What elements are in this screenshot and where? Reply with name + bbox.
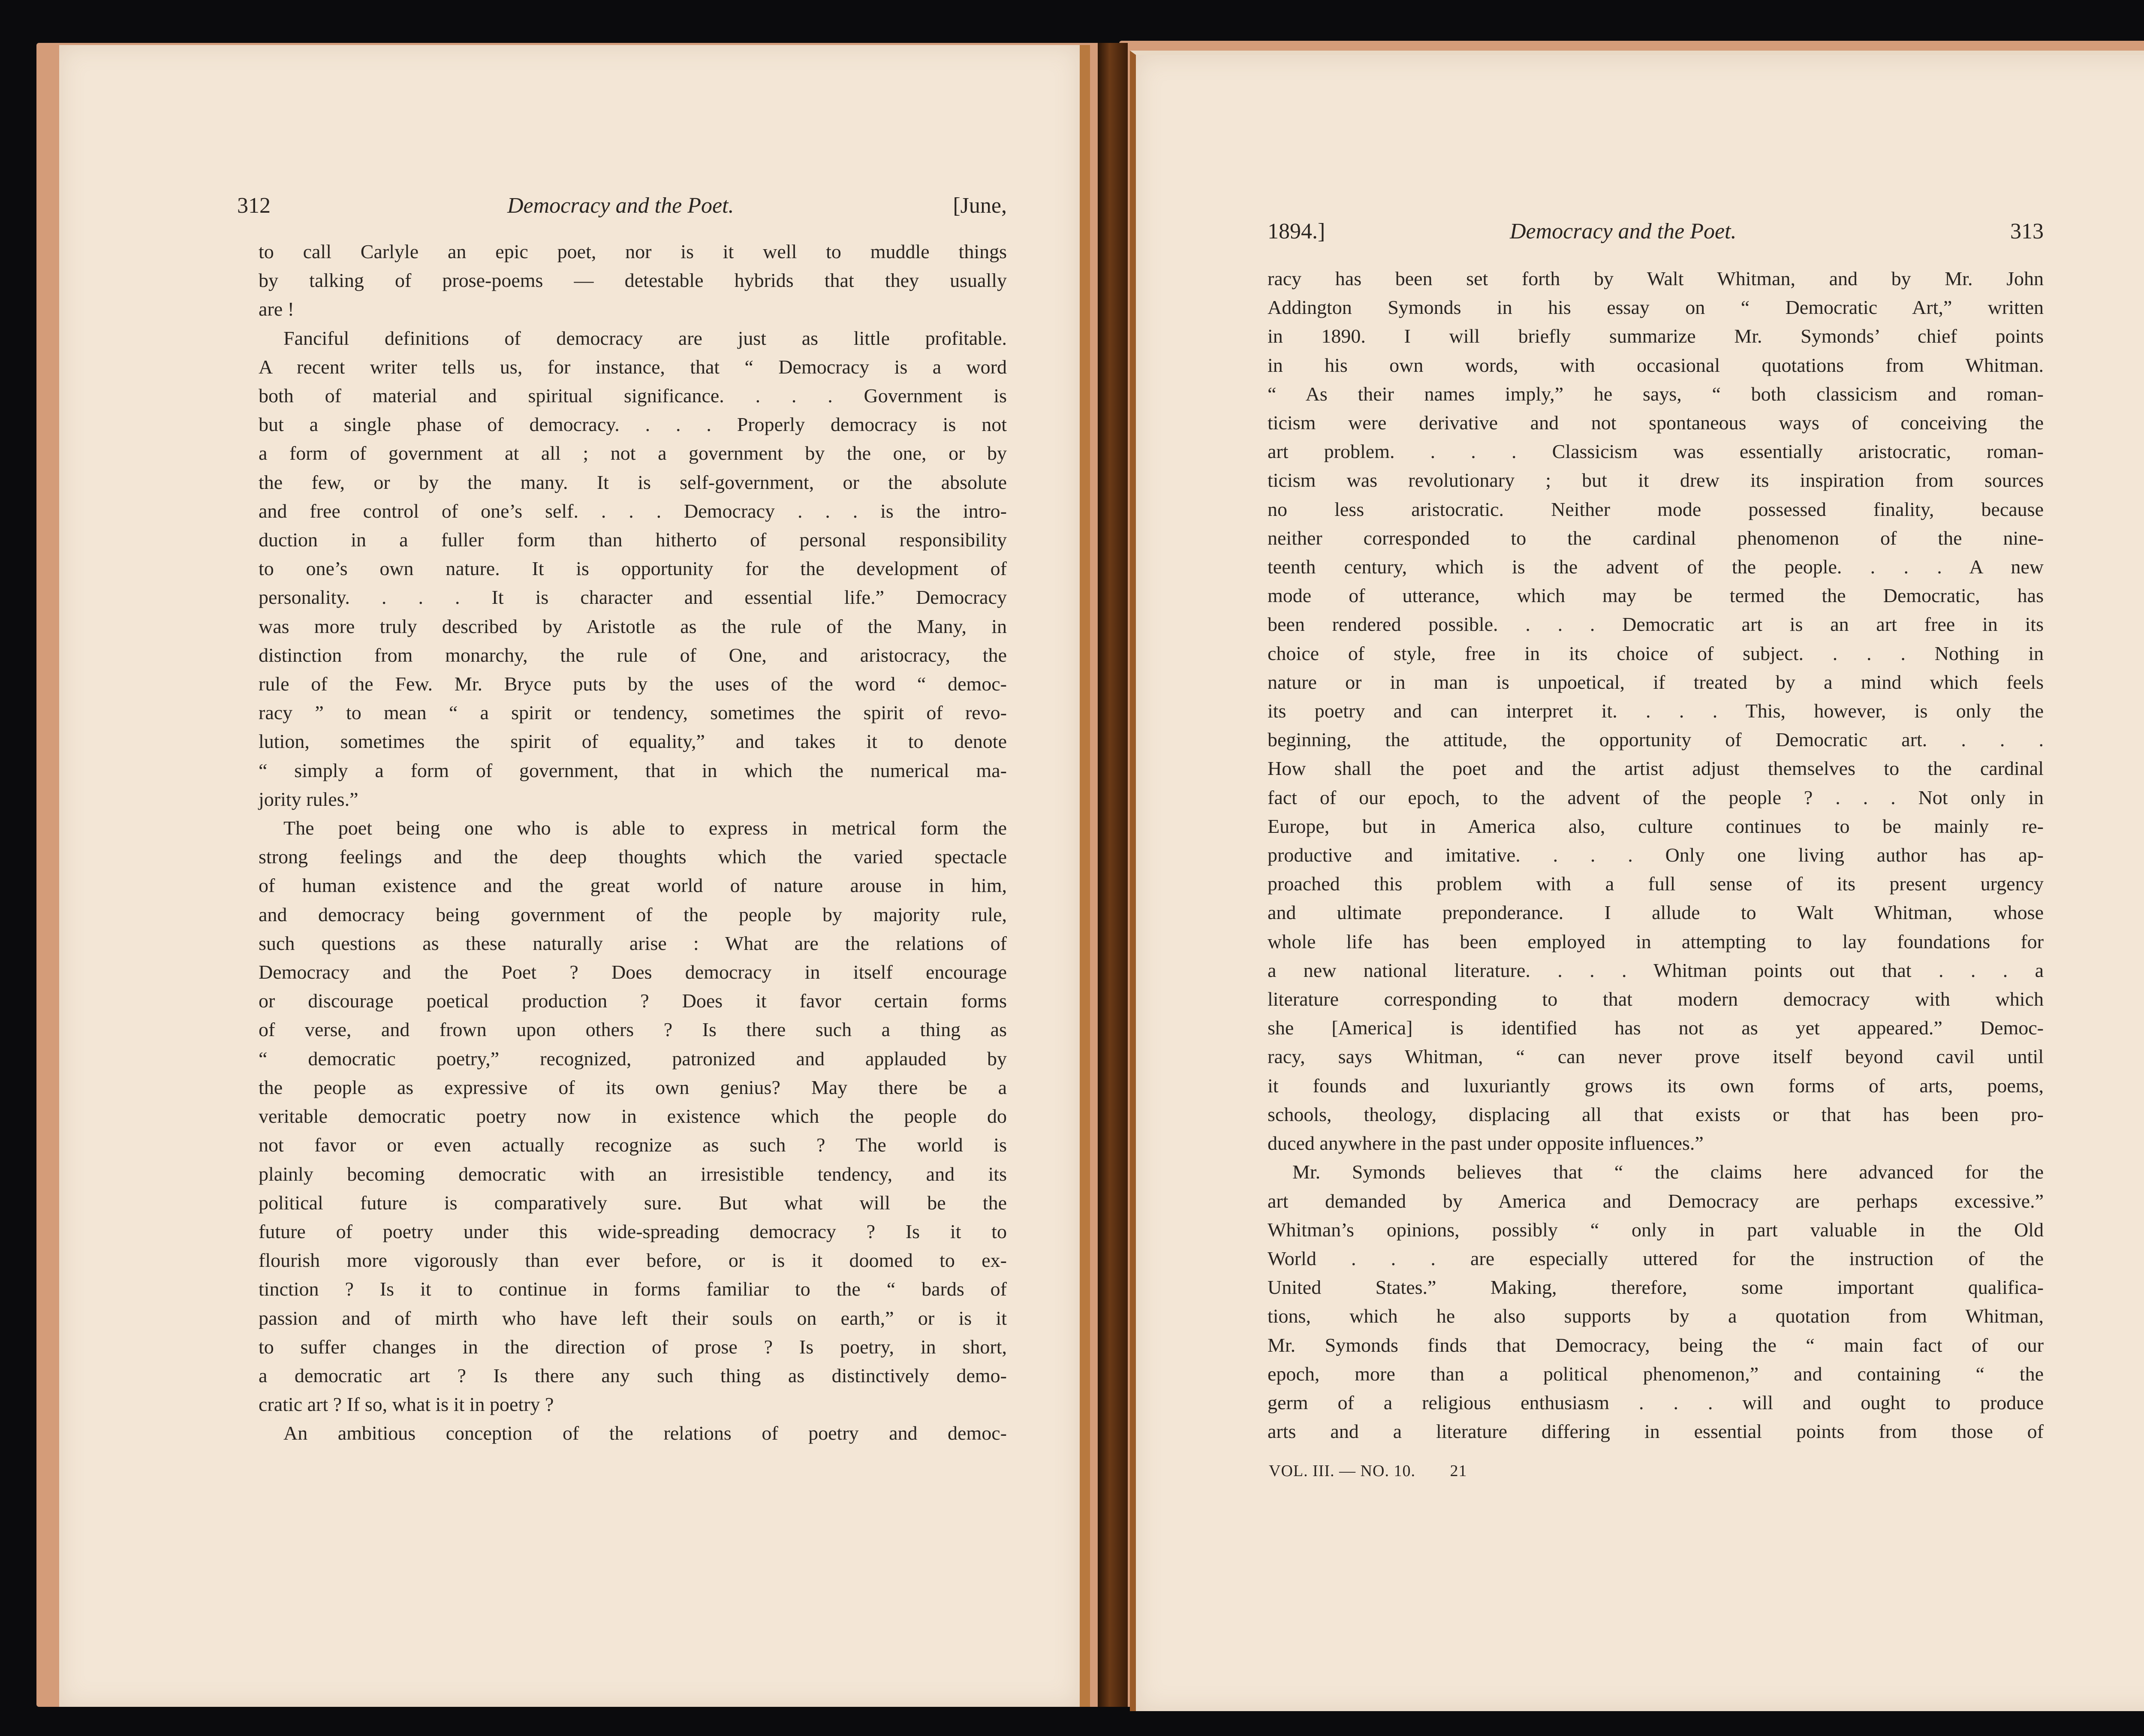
text-line: The poet being one who is able to express in metrical form the	[283, 817, 1007, 839]
text-line: tions, which he also supports by a quotation from Whitman,	[1268, 1305, 2044, 1327]
text-line: nature or in man is unpoetical, if treated by a mind which feels	[1268, 671, 2044, 693]
text-line: political future is comparatively sure. But what will be the	[259, 1191, 1007, 1214]
text-line: Mr. Symonds finds that Democracy, being the “ main fact of our	[1268, 1334, 2044, 1356]
text-line: ticism were derivative and not spontaneous ways of conceiving the	[1268, 412, 2044, 434]
text-line: fact of our epoch, to the advent of the people ? . . . Not only in	[1268, 786, 2044, 808]
text-line: a new national literature. . . . Whitman points out that . . . a	[1268, 959, 2044, 981]
text-line: a form of government at all ; not a government by the one, or by	[259, 442, 1007, 464]
text-line: An ambitious conception of the relations of poetry and democ-	[283, 1422, 1007, 1444]
text-line: “ democratic poetry,” recognized, patronized and applauded by	[259, 1047, 1007, 1070]
text-line: “ simply a form of government, that in which the numerical ma-	[259, 759, 1007, 781]
book-gutter	[1098, 43, 1128, 1707]
page-number: 313	[2010, 219, 2044, 244]
text-line: to suffer changes in the direction of prose ? Is poetry, in short,	[259, 1335, 1007, 1358]
text-line: cratic art ? If so, what is it in poetry ?	[259, 1393, 554, 1416]
text-line: to one’s own nature. It is opportunity for the development of	[259, 558, 1007, 580]
text-line: How shall the poet and the artist adjust themselves to the cardinal	[1268, 757, 2044, 780]
text-line: its poetry and can interpret it. . . . This, however, is only the	[1268, 700, 2044, 722]
text-line: productive and imitative. . . . Only one living author has ap-	[1268, 844, 2044, 866]
right-page-header	[1268, 219, 2044, 249]
text-line: it founds and luxuriantly grows its own forms of arts, poems,	[1268, 1074, 2044, 1097]
date-mark: 1894.]	[1268, 219, 1325, 244]
text-line: and democracy being government of the people by majority rule,	[259, 903, 1007, 925]
text-line: no less aristocratic. Neither mode possessed finality, because	[1268, 498, 2044, 520]
text-line: flourish more vigorously than ever before, or is it doomed to ex-	[259, 1249, 1007, 1272]
left-page	[59, 45, 1090, 1707]
text-line: and free control of one’s self. . . . Democracy . . . is the intro-	[259, 500, 1007, 522]
text-line: art demanded by America and Democracy are perhaps excessive.”	[1268, 1190, 2044, 1212]
text-line: both of material and spiritual significance. . . . Government is	[259, 385, 1007, 407]
text-line: rule of the Few. Mr. Bryce puts by the uses of the word “ democ-	[259, 673, 1007, 695]
text-line: ticism was revolutionary ; but it drew its inspiration from sources	[1268, 469, 2044, 491]
text-line: jority rules.”	[259, 788, 358, 810]
text-line: tinction ? Is it to continue in forms familiar to the “ bards of	[259, 1278, 1007, 1300]
text-line: future of poetry under this wide-spreading democracy ? Is it to	[259, 1220, 1007, 1242]
text-line: of verse, and frown upon others ? Is there such a thing as	[259, 1019, 1007, 1041]
text-line: the people as expressive of its own genius? May there be a	[259, 1076, 1007, 1098]
text-line: plainly becoming democratic with an irresistible tendency, and its	[259, 1163, 1007, 1185]
text-line: Addington Symonds in his essay on “ Democratic Art,” written	[1268, 296, 2044, 319]
text-line: Democracy and the Poet ? Does democracy in itself encourage	[259, 961, 1007, 983]
text-line: literature corresponding to that modern democracy with which	[1268, 988, 2044, 1010]
text-line: racy has been set forth by Walt Whitman, and by Mr. John	[1268, 268, 2044, 289]
page-number: 312	[237, 193, 271, 218]
text-line: Whitman’s opinions, possibly “ only in part valuable in the Old	[1268, 1218, 2044, 1241]
text-line: veritable democratic poetry now in existence which the people do	[259, 1105, 1007, 1127]
text-line: racy ” to mean “ a spirit or tendency, sometimes the spirit of revo-	[259, 702, 1007, 724]
text-line: duced anywhere in the past under opposite influences.”	[1268, 1132, 1704, 1154]
running-title: Democracy and the Poet.	[1510, 219, 1737, 244]
text-line: was more truly described by Aristotle as the rule of the Many, in	[259, 615, 1007, 637]
text-line: been rendered possible. . . . Democratic art is an art free in its	[1268, 613, 2044, 636]
text-line: or discourage poetical production ? Does it favor certain forms	[259, 990, 1007, 1012]
text-line: whole life has been employed in attempting to lay foundations for	[1268, 930, 2044, 952]
text-line: germ of a religious enthusiasm . . . will and ought to produce	[1268, 1391, 2044, 1414]
text-line: choice of style, free in its choice of subject. . . . Nothing in	[1268, 642, 2044, 664]
text-line: but a single phase of democracy. . . . Properly democracy is not	[259, 413, 1007, 436]
right-page	[1130, 51, 2144, 1711]
text-line: strong feelings and the deep thoughts which the varied spectacle	[259, 846, 1007, 868]
text-line: distinction from monarchy, the rule of One, and aristocracy, the	[259, 644, 1007, 666]
text-line: art problem. . . . Classicism was essentially aristocratic, roman-	[1268, 440, 2044, 463]
text-line: schools, theology, displacing all that exists or that has been pro-	[1268, 1103, 2044, 1125]
text-line: lution, sometimes the spirit of equality,” and takes it to denote	[259, 730, 1007, 753]
right-page-body	[1268, 264, 2044, 1446]
text-line: World . . . are especially uttered for the instruction of the	[1268, 1247, 2044, 1269]
text-line: neither corresponded to the cardinal phenomenon of the nine-	[1268, 527, 2044, 549]
text-line: personality. . . . It is character and essential life.” Democracy	[259, 586, 1007, 609]
text-line: of human existence and the great world of nature arouse in him,	[259, 874, 1007, 897]
text-line: are !	[259, 298, 294, 320]
sheet-number: 21	[1450, 1462, 1467, 1480]
text-line: not favor or even actually recognize as such ? The world is	[259, 1134, 1007, 1156]
text-line: mode of utterance, which may be termed the Democratic, has	[1268, 585, 2044, 607]
text-line: she [America] is identified has not as yet appeared.” Democ-	[1268, 1017, 2044, 1039]
text-line: a democratic art ? Is there any such thing as distinctively demo-	[259, 1364, 1007, 1386]
text-line: A recent writer tells us, for instance, that “ Democracy is a word	[259, 356, 1007, 378]
signature-footer	[1269, 1462, 1467, 1480]
text-line: United States.” Making, therefore, some important qualifica-	[1268, 1276, 2044, 1299]
text-line: in 1890. I will briefly summarize Mr. Symonds’ chief points	[1268, 325, 2044, 347]
text-line: proached this problem with a full sense of its present urgency	[1268, 873, 2044, 895]
text-line: passion and of mirth who have left their souls on earth,” or is it	[259, 1307, 1007, 1329]
text-line: by talking of prose-poems — detestable hybrids that they usually	[259, 269, 1007, 292]
text-line: Mr. Symonds believes that “ the claims here advanced for the	[1292, 1161, 2044, 1183]
left-page-body	[259, 237, 1007, 1448]
text-line: the few, or by the many. It is self-government, or the absolute	[259, 471, 1007, 493]
text-line: racy, says Whitman, “ can never prove itself beyond cavil until	[1268, 1046, 2044, 1068]
text-line: Europe, but in America also, culture continues to be mainly re-	[1268, 815, 2044, 837]
text-line: “ As their names imply,” he says, “ both classicism and roman-	[1268, 383, 2044, 405]
text-line: Fanciful definitions of democracy are just as little profitable.	[283, 327, 1007, 349]
volume-signature: VOL. III. — NO. 10.	[1269, 1462, 1415, 1480]
text-line: teenth century, which is the advent of the people. . . . A new	[1268, 556, 2044, 578]
date-mark: [June,	[953, 193, 1007, 218]
text-line: arts and a literature differing in essential points from those of	[1268, 1420, 2044, 1443]
text-line: in his own words, with occasional quotations from Whitman.	[1268, 354, 2044, 376]
text-line: such questions as these naturally arise : What are the relations of	[259, 932, 1007, 954]
text-line: beginning, the attitude, the opportunity of Democratic art. . . .	[1268, 729, 2044, 751]
text-line: and ultimate preponderance. I allude to Walt Whitman, whose	[1268, 901, 2044, 924]
running-title: Democracy and the Poet.	[507, 193, 734, 218]
left-page-header	[237, 193, 1007, 223]
text-line: duction in a fuller form than hitherto of personal responsibility	[259, 529, 1007, 551]
text-line: epoch, more than a political phenomenon,” and containing “ the	[1268, 1362, 2044, 1385]
text-line: to call Carlyle an epic poet, nor is it well to muddle things	[259, 241, 1007, 262]
